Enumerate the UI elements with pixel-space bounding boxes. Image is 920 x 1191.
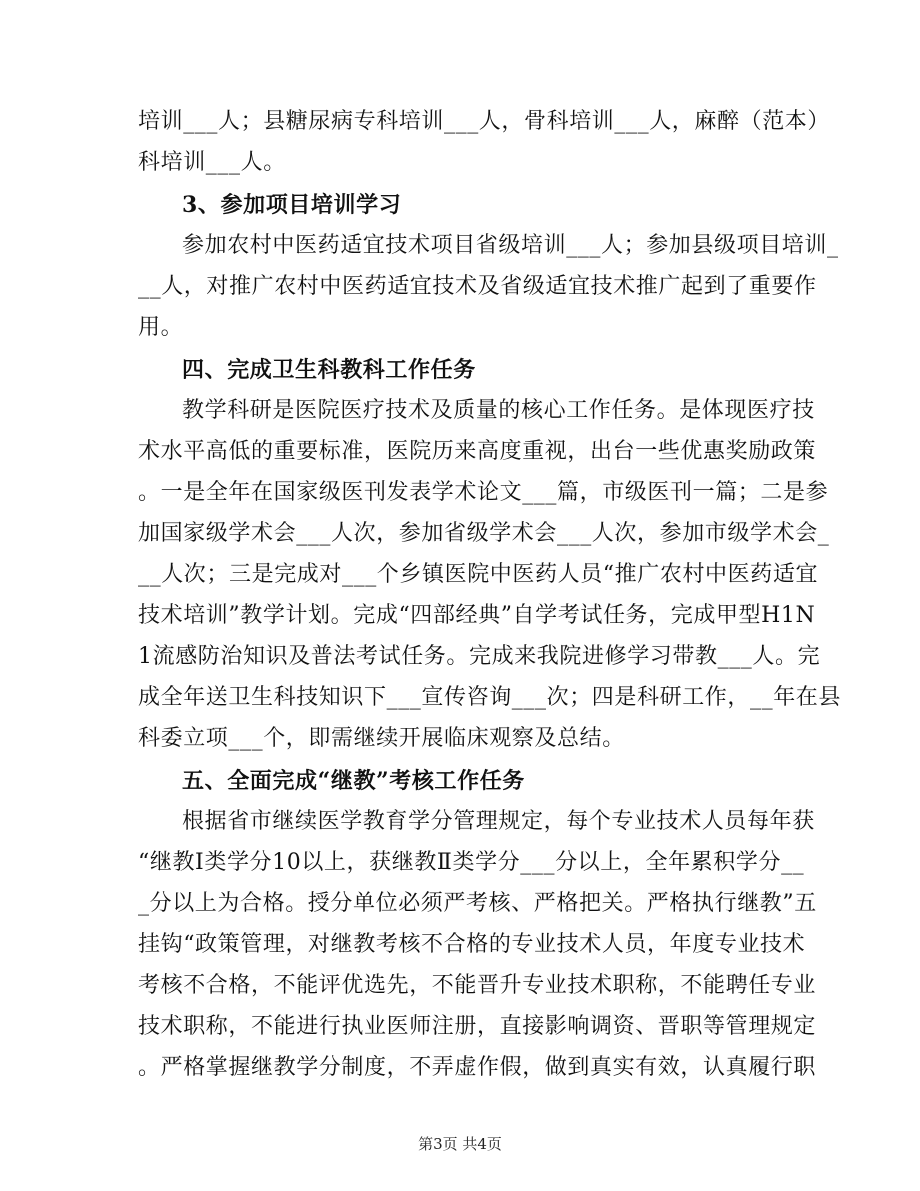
section-heading: 3、参加项目培训学习 [182,192,402,218]
text-line: 挂钩“政策管理，对继教考核不合格的专业技术人员，年度专业技术 [138,932,806,957]
text-line: 教学科研是医院医疗技术及质量的核心工作任务。是体现医疗技 [182,398,815,423]
text-line: 科培训___人。 [138,150,286,175]
text-line: 考核不合格，不能评优选先，不能晋升专业技术职称，不能聘任专业 [138,973,817,998]
text-line: 术水平高低的重要标准，医院历来高度重视，出台一些优惠奖励政策 [138,439,817,464]
text-line: 科委立项___个，即需继续开展临床观察及总结。 [138,726,625,751]
text-line: 成全年送卫生科技知识下___宣传咨询___次；四是科研工作，__年在县 [138,685,842,710]
text-line: _分以上为合格。授分单位必须严考核、严格把关。严格执行继教”五 [138,891,817,916]
text-line: 。严格掌握继教学分制度，不弄虚作假，做到真实有效，认真履行职 [138,1055,817,1080]
section-heading: 四、完成卫生科教科工作任务 [182,357,476,383]
text-line: 参加农村中医药适宜技术项目省级培训___人；参加县级项目培训_ [182,233,839,258]
text-line: “继教Ⅰ类学分10以上，获继教Ⅱ类学分___分以上，全年累积学分__ [138,850,805,875]
text-line: 根据省市继续医学教育学分管理规定，每个专业技术人员每年获 [182,809,815,834]
text-line: 加国家级学术会___人次，参加省级学术会___人次，参加市级学术会_ [138,521,830,546]
page-number-footer: 第3页 共4页 [418,1135,502,1153]
section-heading: 五、全面完成“继教”考核工作任务 [182,768,525,794]
text-line: 用。 [138,315,184,340]
text-line: 1流感防治知识及普法考试任务。完成来我院进修学习带教___人。完 [138,644,821,669]
text-line: 。一是全年在国家级医刊发表学术论文___篇，市级医刊一篇；二是参 [138,480,829,505]
text-line: __人，对推广农村中医药适宜技术及省级适宜技术推广起到了重要作 [138,274,817,299]
text-line: 技术培训”教学计划。完成“四部经典”自学考试任务，完成甲型H1N [138,603,816,628]
text-line: 培训___人；县糖尿病专科培训___人，骨科培训___人，麻醉（范本） [138,109,831,134]
text-line: 技术职称，不能进行执业医师注册，直接影响调资、晋职等管理规定 [138,1014,817,1039]
text-line: __人次；三是完成对___个乡镇医院中医药人员“推广农村中医药适宜 [138,562,819,587]
